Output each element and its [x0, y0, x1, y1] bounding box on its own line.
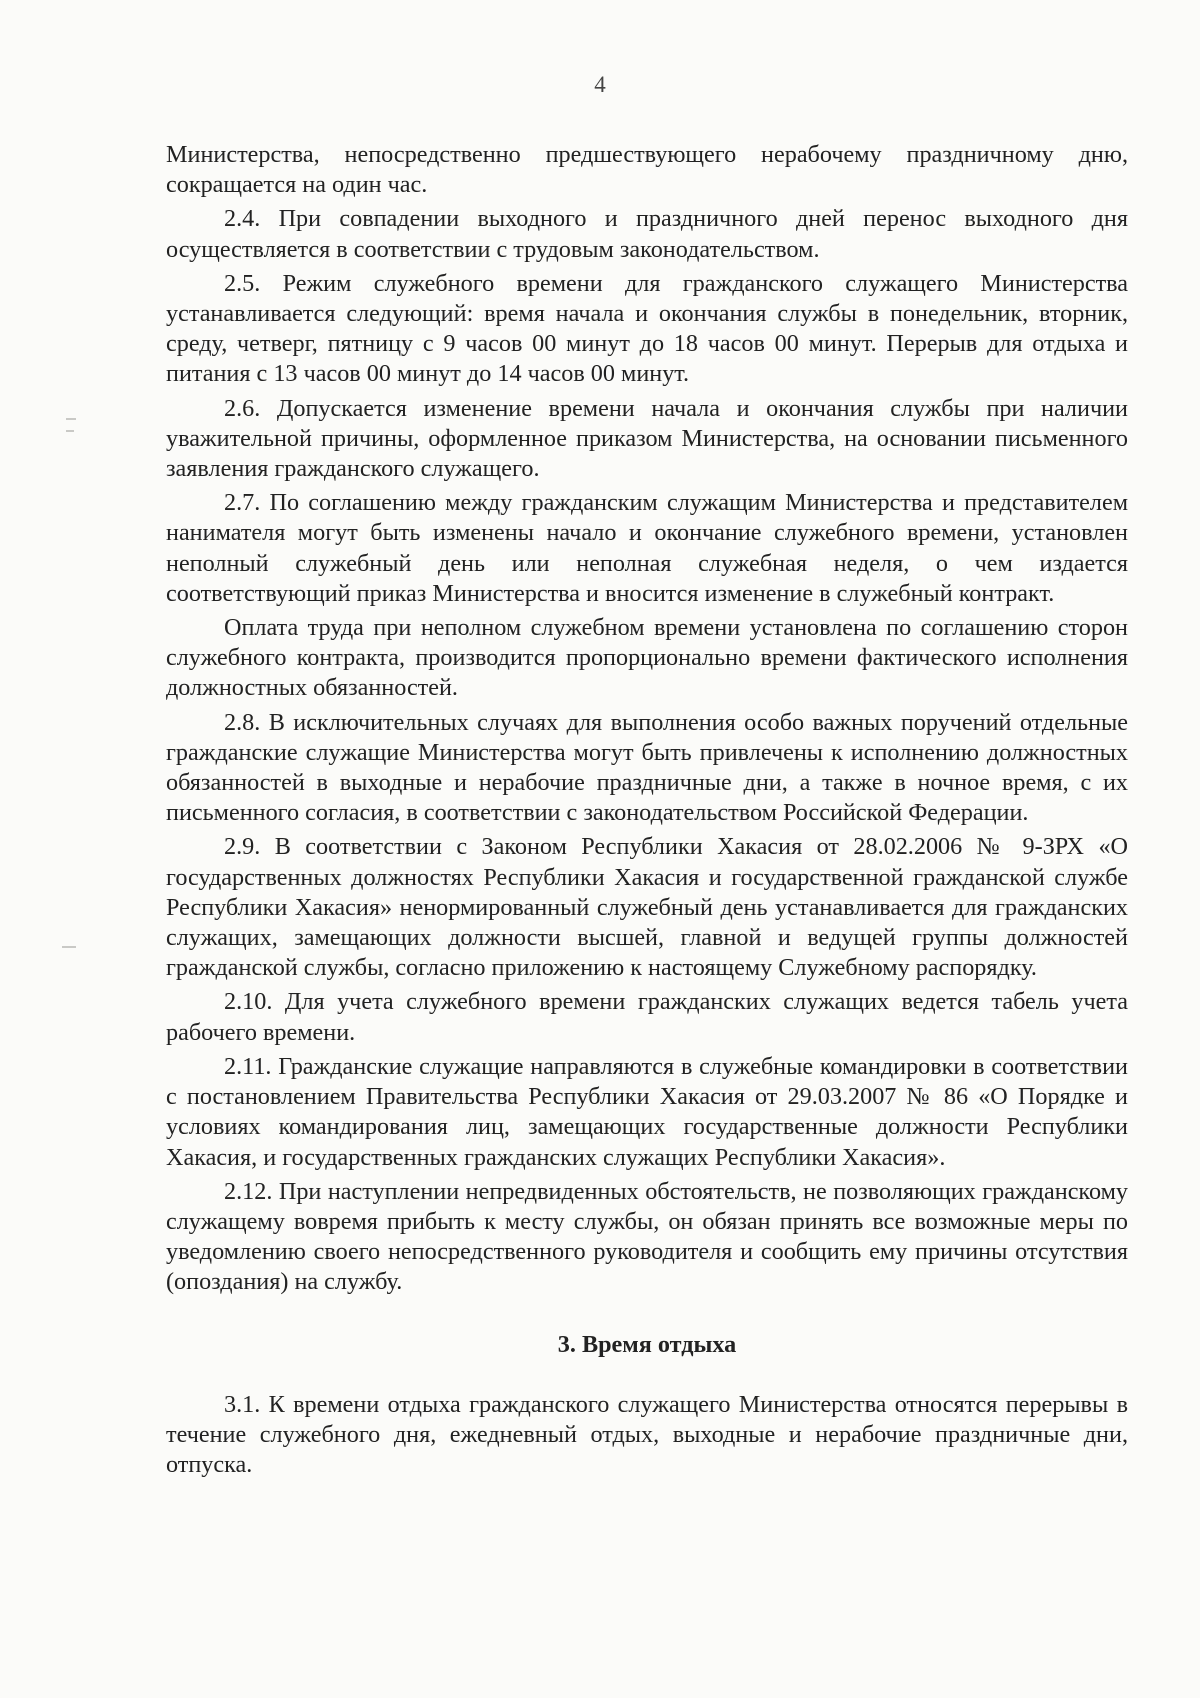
section-title: 3. Время отдыха: [557, 1330, 737, 1358]
paragraph-2-7-payment: Оплата труда при неполном служебном времени установлена по соглашению сторон служебного контракта, производится пропорционально времени фактического исполнения должностных обязанностей.: [166, 614, 1128, 702]
paragraph-2-7: 2.7. По соглашению между гражданским служащим Министерства и представителем нанимателя могут быть изменены начало и окончание служебного времени, установлен неполный служебный день или неполная служебная неделя, о чем издается соответствующий приказ Министерства и вносится изменение в служебный контракт.: [166, 489, 1128, 607]
paragraph-2-10: 2.10. Для учета служебного времени гражданских служащих ведется табель учета рабочего времени.: [166, 988, 1128, 1046]
page-number: 4: [594, 72, 606, 97]
paragraph-continuation: Министерства, непосредственно предшествующего нерабочему праздничному дню, сокращается на один час.: [166, 141, 1128, 199]
scan-margin-mark: [66, 418, 76, 420]
paragraph-2-4: 2.4. При совпадении выходного и праздничного дней перенос выходного дня осуществляется в соответствии с трудовым законодательством.: [166, 205, 1128, 263]
document-body: [166, 140, 1128, 1484]
scan-margin-mark: [62, 946, 76, 948]
paragraph-2-8: 2.8. В исключительных случаях для выполнения особо важных поручений отдельные гражданские служащие Министерства могут быть привлечены к исполнению должностных обязанностей в выходные и нерабочие праздничные дни, а также в ночное время, с их письменного согласия, в соответствии с законодательством Российской Федерации.: [166, 708, 1128, 827]
paragraph-2-9: 2.9. В соответствии с Законом Республики Хакасия от 28.02.2006 № 9-ЗРХ «О государственных должностях Республики Хакасия и государственной гражданской службе Республики Хакасия» ненормированный служебный день устанавливается для гражданских служащих, замещающих должности высшей, главной и ведущей группы должностей гражданской службы, согласно приложению к настоящему Служебному распорядку.: [166, 833, 1128, 982]
scan-margin-mark: [66, 430, 74, 432]
paragraph-2-12: 2.12. При наступлении непредвиденных обстоятельств, не позволяющих гражданскому служащему вовремя прибыть к месту службы, он обязан принять все возможные меры по уведомлению своего непосредственного руководителя и сообщить ему причины отсутствия (опоздания) на службу.: [166, 1177, 1128, 1296]
paragraph-2-6: 2.6. Допускается изменение времени начала и окончания службы при наличии уважительной причины, оформленное приказом Министерства, на основании письменного заявления гражданского служащего.: [166, 394, 1128, 483]
paragraph-3-1: 3.1. К времени отдыха гражданского служащего Министерства относятся перерывы в течение служебного дня, ежедневный отдых, выходные и нерабочие праздничные дни, отпуска.: [166, 1390, 1128, 1478]
paragraph-2-5: 2.5. Режим служебного времени для гражданского служащего Министерства устанавливается следующий: время начала и окончания службы в понедельник, вторник, среду, четверг, пятницу с 9 часов 00 минут до 18 часов 00 минут. Перерыв для отдыха и питания с 13 часов 00 минут до 14 часов 00 минут.: [166, 269, 1128, 388]
paragraph-2-11: 2.11. Гражданские служащие направляются в служебные командировки в соответствии с постановлением Правительства Республики Хакасия от 29.03.2007 № 86 «О Порядке и условиях командирования лиц, замещающих государственные должности Республики Хакасия, и государственных гражданских служащих Республики Хакасия».: [166, 1052, 1128, 1171]
